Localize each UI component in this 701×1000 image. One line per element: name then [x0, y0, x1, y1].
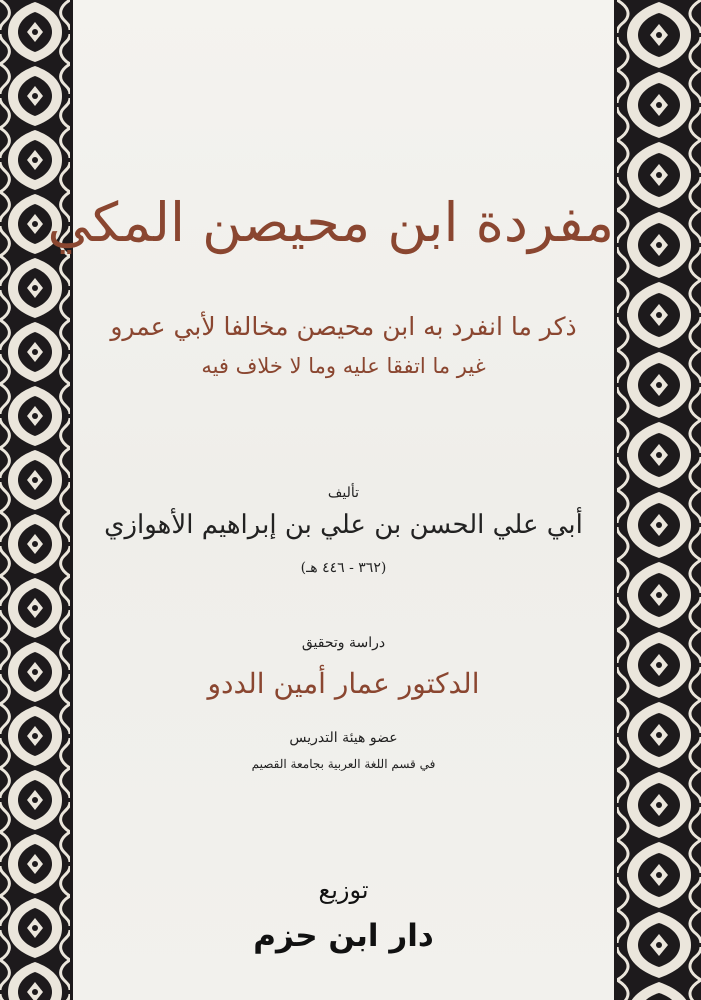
publisher-name: دار ابن حزم [253, 918, 434, 954]
arabesque-border-left [0, 0, 70, 1000]
distribution-label: توزيع [318, 876, 369, 904]
editor-position: عضو هيئة التدريس [289, 730, 398, 746]
author-label: تأليف [327, 485, 360, 501]
title-panel [47, 0, 614, 1000]
subtitle-line-2: غير ما اتفقا عليه وما لا خلاف فيه [201, 354, 486, 378]
editor-department: في قسم اللغة العربية بجامعة القصيم [251, 757, 436, 771]
subtitle-line-1: ذكر ما انفرد به ابن محيصن مخالفا لأبي عمرو [110, 312, 577, 341]
author-name: أبي علي الحسن بن علي بن إبراهيم الأهوازي [104, 510, 583, 540]
editor-label: دراسة وتحقيق [301, 635, 386, 651]
arabesque-border-right [617, 0, 701, 1000]
book-title: مفردة ابن محيصن المكي [47, 191, 614, 254]
author-dates: (٣٦٢ - ٤٤٦ هـ) [300, 560, 387, 576]
editor-name: الدكتور عمار أمين الددو [207, 667, 480, 700]
